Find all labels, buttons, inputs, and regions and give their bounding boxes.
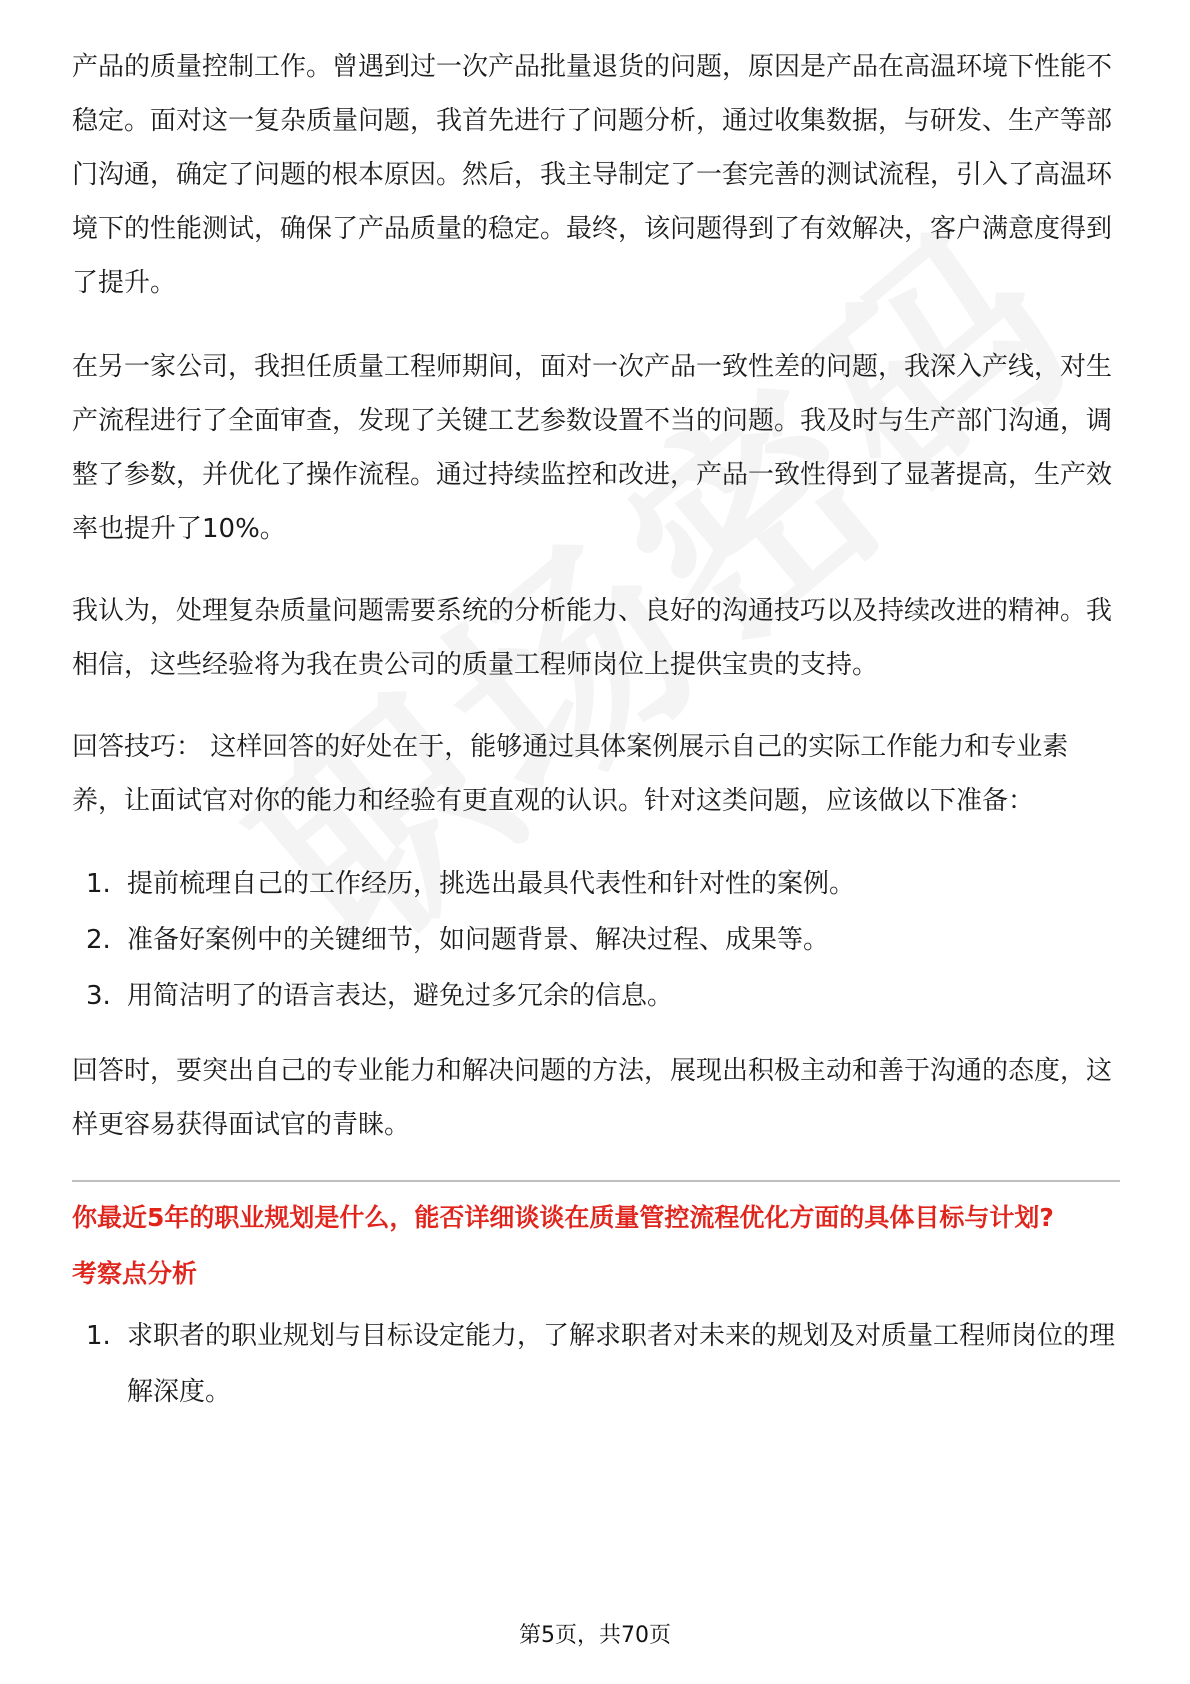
section-divider xyxy=(72,1180,1120,1182)
paragraph-3: 我认为，处理复杂质量问题需要系统的分析能力、良好的沟通技巧以及持续改进的精神。我相信，这些经验将为我在贵公司的质量工程师岗位上提供宝贵的支持。 xyxy=(72,596,1113,680)
list-number: 2. xyxy=(86,925,111,955)
interview-question: 你最近5年的职业规划是什么，能否详细谈谈在质量管控流程优化方面的具体目标与计划? xyxy=(72,1203,1054,1232)
closing-paragraph: 回答时，要突出自己的专业能力和解决问题的方法，展现出积极主动和善于沟通的态度，这样更容易获得面试官的青睐。 xyxy=(72,1056,1113,1140)
list-item xyxy=(72,968,1120,1024)
list-item xyxy=(72,856,1120,912)
list-item-text: 提前梳理自己的工作经历，挑选出最具代表性和针对性的案例。 xyxy=(127,869,856,899)
list-number: 1. xyxy=(86,869,111,899)
page-footer: 第5页，共70页 xyxy=(519,1623,671,1648)
list-number: 1. xyxy=(86,1321,111,1351)
answer-tips-paragraph: 回答技巧： 这样回答的好处在于，能够通过具体案例展示自己的实际工作能力和专业素养，让面试官对你的能力和经验有更直观的认识。针对这类问题，应该做以下准备： xyxy=(72,732,1069,816)
document-body xyxy=(72,40,1120,1440)
paragraph-1: 产品的质量控制工作。曾遇到过一次产品批量退货的问题，原因是产品在高温环境下性能不稳定。面对这一复杂质量问题，我首先进行了问题分析，通过收集数据，与研发、生产等部门沟通，确定了问题的根本原因。然后，我主导制定了一套完善的测试流程，引入了高温环境下的性能测试，确保了产品质量的稳定。最终，该问题得到了有效解决，客户满意度得到了提升。 xyxy=(72,52,1113,298)
paragraph-2: 在另一家公司，我担任质量工程师期间，面对一次产品一致性差的问题，我深入产线，对生产流程进行了全面审查，发现了关键工艺参数设置不当的问题。我及时与生产部门沟通，调整了参数，并优化了操作流程。通过持续监控和改进，产品一致性得到了显著提高，生产效率也提升了10%。 xyxy=(72,352,1113,544)
list-item xyxy=(72,1308,1120,1420)
list-item xyxy=(72,912,1120,968)
analysis-list xyxy=(72,1308,1120,1420)
list-item-text: 准备好案例中的关键细节，如问题背景、解决过程、成果等。 xyxy=(127,925,830,955)
list-item-text: 用简洁明了的语言表达，避免过多冗余的信息。 xyxy=(127,981,674,1011)
section-title: 考察点分析 xyxy=(72,1259,198,1288)
preparation-list xyxy=(72,856,1120,1024)
list-item-text: 求职者的职业规划与目标设定能力，了解求职者对未来的规划及对质量工程师岗位的理解深度。 xyxy=(127,1321,1116,1407)
list-number: 3. xyxy=(86,981,111,1011)
